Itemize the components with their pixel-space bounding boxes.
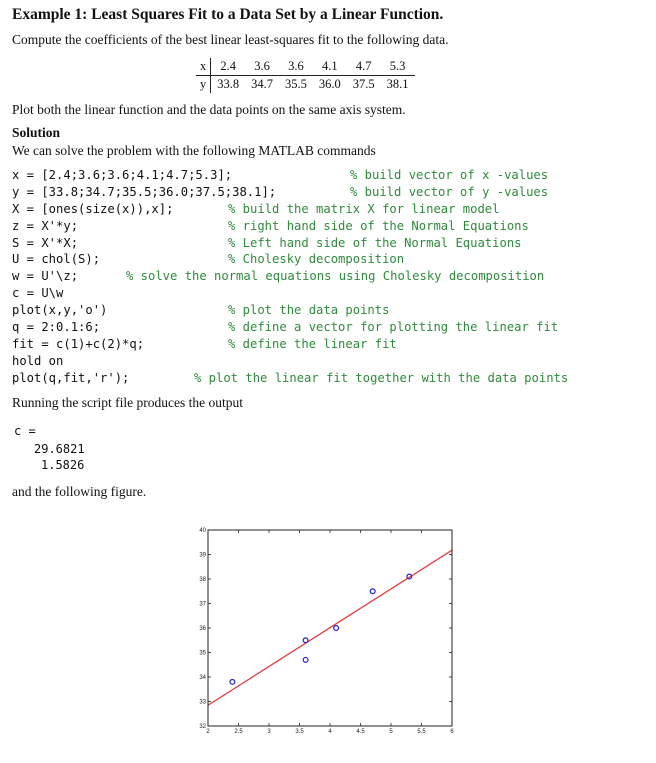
y-tick-label: 33: [199, 699, 206, 706]
y-tick-label: 34: [199, 675, 206, 681]
y-tick-label: 32: [199, 724, 206, 730]
code-line: [12, 302, 652, 319]
fit-line: [208, 550, 452, 705]
solution-heading: Solution: [12, 125, 61, 140]
x-tick-label: 4.5: [356, 729, 365, 735]
table-cell: 35.5: [285, 77, 307, 91]
table-cell: 33.8: [217, 77, 240, 91]
code-line: [12, 285, 652, 302]
x-tick-label: 4: [328, 729, 332, 735]
x-tick-label: 3.5: [295, 729, 304, 735]
code-text: x = [2.4;3.6;3.6;4.1;4.7;5.3];: [12, 168, 233, 182]
table-cell: 38.1: [386, 77, 409, 91]
code-comment: % build vector of y -values: [350, 184, 549, 199]
code-text: plot(q,fit,'r');: [12, 370, 130, 385]
x-tick-label: 2.5: [234, 729, 243, 735]
code-text: U = chol(S);: [12, 252, 101, 267]
code-text: w = U'\z;: [12, 269, 79, 284]
solution-text: We can solve the problem with the following MATLAB commands: [12, 143, 376, 158]
table-cell: 37.5: [352, 77, 375, 91]
table-cell: 4.7: [347, 58, 381, 76]
code-comment: % right hand side of the Normal Equations: [228, 218, 529, 233]
intro-text: Compute the coefficients of the best linear least-squares fit to the following data.: [12, 32, 449, 47]
table-cell: 3.6: [279, 58, 313, 76]
code-line: [12, 201, 652, 218]
code-text: q = 2:0.1:6;: [12, 320, 101, 335]
y-tick-label: 35: [199, 650, 206, 657]
data-point: [230, 680, 235, 685]
y-tick-label: 40: [199, 528, 206, 534]
code-line: [12, 251, 652, 268]
output-value: 29.6821: [34, 442, 85, 456]
code-comment: % plot the linear fit together with the data points: [194, 370, 569, 385]
data-point: [370, 589, 375, 594]
code-comment: % plot the data points: [228, 303, 390, 318]
code-line: [12, 353, 652, 370]
running-text: Running the script file produces the output: [12, 395, 243, 410]
code-comment: % define the linear fit: [228, 336, 397, 351]
code-text: S = X'*X;: [12, 235, 79, 250]
table-header-x: x: [196, 58, 211, 76]
table-cell: 3.6: [245, 58, 279, 76]
code-comment: % define a vector for plotting the linear fit: [228, 320, 559, 335]
table-cell: 34.7: [251, 77, 273, 91]
table-row-x: [196, 58, 415, 76]
x-tick-label: 3: [267, 729, 271, 735]
example-title: Example 1: Least Squares Fit to a Data Set by a Linear Function.: [12, 6, 444, 23]
code-line: [12, 184, 652, 201]
data-point: [303, 657, 308, 662]
figure-caption: and the following figure.: [12, 484, 147, 499]
code-text: z = X'*y;: [12, 218, 79, 233]
plot-frame: [208, 530, 452, 726]
table-cell: 36.0: [318, 77, 341, 91]
code-text: c = U\w: [12, 286, 64, 301]
x-tick-label: 5: [389, 729, 393, 735]
code-comment: % build vector of x -values: [350, 168, 549, 182]
data-point: [334, 626, 339, 631]
code-line: [12, 319, 652, 336]
code-line: [12, 370, 652, 387]
code-text: fit = c(1)+c(2)*q;: [12, 336, 145, 351]
output-value: 1.5826: [41, 458, 85, 472]
y-tick-label: 36: [199, 626, 206, 632]
table-header-y: y: [196, 76, 211, 94]
x-tick-label: 5.5: [417, 729, 426, 735]
code-line: [12, 268, 652, 285]
table-cell: 4.1: [313, 58, 347, 76]
data-point: [407, 574, 412, 579]
x-tick-label: 2: [206, 729, 210, 735]
table-cell: 5.3: [381, 58, 415, 76]
data-table: [196, 58, 415, 93]
code-text: plot(x,y,'o'): [12, 303, 108, 318]
plot-instruction: Plot both the linear function and the data points on the same axis system.: [12, 102, 406, 117]
code-comment: % Left hand side of the Normal Equations: [228, 235, 522, 250]
code-text: hold on: [12, 353, 64, 368]
code-comment: % solve the normal equations using Cholesky decomposition: [126, 269, 545, 284]
code-comment: % build the matrix X for linear model: [228, 201, 500, 216]
code-text: y = [33.8;34.7;35.5;36.0;37.5;38.1];: [12, 184, 277, 199]
code-comment: % Cholesky decomposition: [228, 252, 405, 267]
y-tick-label: 38: [199, 577, 206, 583]
x-tick-label: 6: [450, 729, 454, 735]
y-tick-label: 37: [199, 601, 206, 608]
output-label: c =: [14, 424, 36, 438]
code-line: [12, 235, 652, 252]
code-line: [12, 167, 652, 184]
code-text: X = [ones(size(x)),x];: [12, 201, 174, 216]
code-line: [12, 336, 652, 353]
code-line: [12, 218, 652, 235]
table-cell: 2.4: [211, 58, 245, 76]
matlab-code-block: [12, 167, 652, 387]
y-tick-label: 39: [199, 552, 206, 559]
data-point: [303, 638, 308, 643]
table-row-y: [196, 76, 415, 94]
